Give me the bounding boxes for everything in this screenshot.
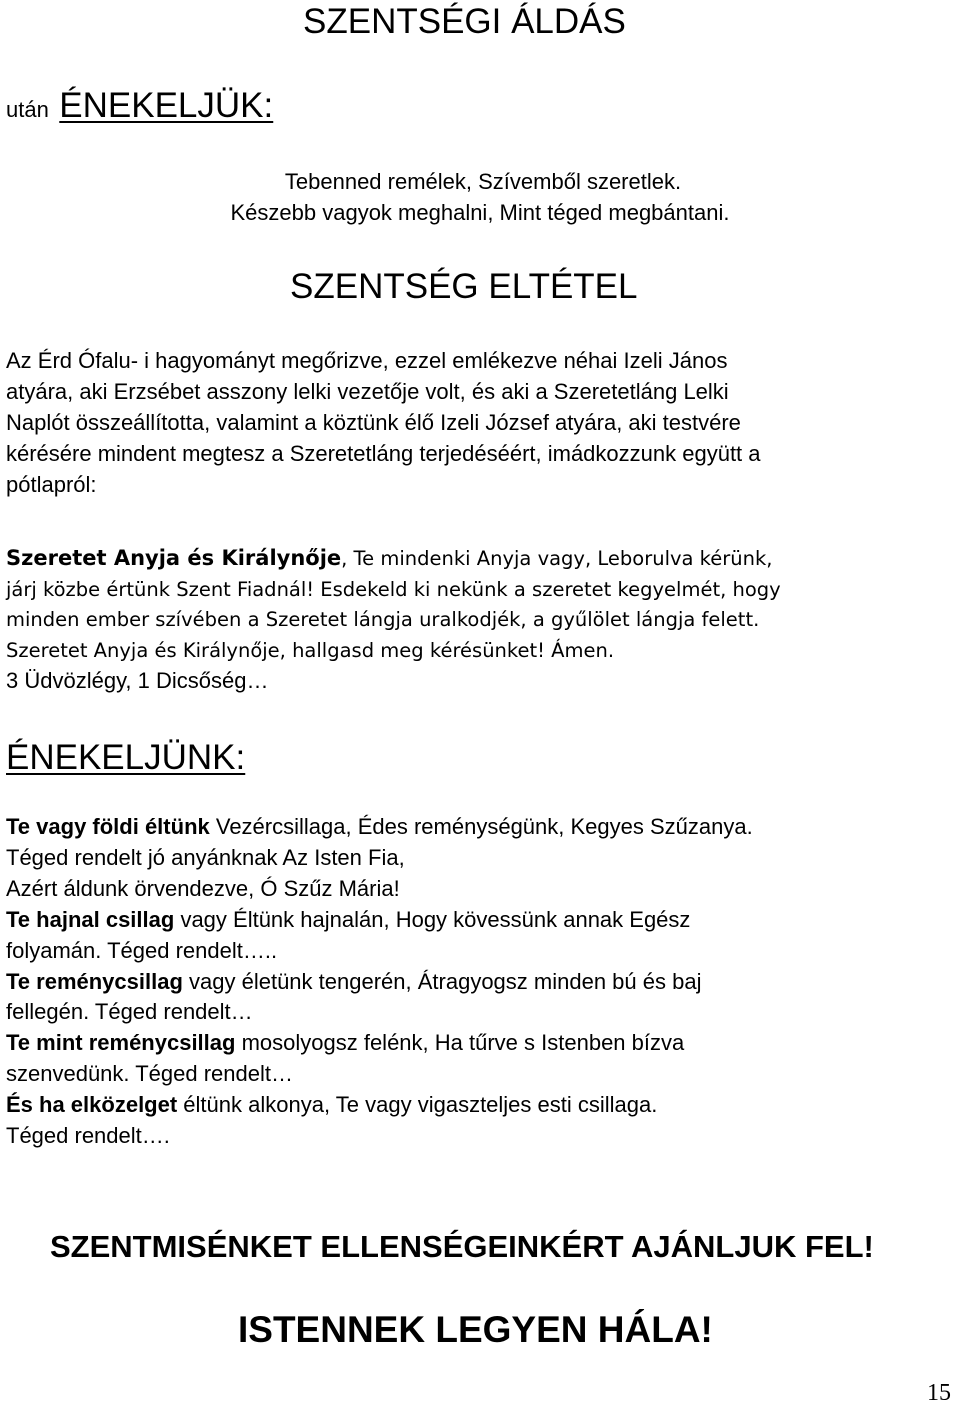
song-bold: Te reménycsillag bbox=[6, 968, 183, 994]
song-line bbox=[6, 843, 753, 874]
paragraph-line: pótlapról: bbox=[6, 472, 97, 497]
song-text: Azért áldunk örvendezve, Ó Szűz Mária! bbox=[6, 875, 400, 901]
section-title-szentseg-eltetel: SZENTSÉG ELTÉTEL bbox=[290, 267, 638, 306]
song-line bbox=[6, 1059, 753, 1090]
song-line: Készebb vagyok meghalni, Mint téged megbántani. bbox=[230, 200, 730, 225]
page-number: 15 bbox=[927, 1380, 951, 1406]
song-line: Tebenned remélek, Szívemből szeretlek. bbox=[284, 169, 682, 194]
song-text: éltünk alkonya, Te vagy vigaszteljes esti csillaga. bbox=[177, 1092, 658, 1118]
prayer-line: minden ember szívében a Szeretet lángja uralkodjék, a gyűlölet lángja felett. bbox=[6, 608, 760, 631]
prayer-line bbox=[6, 543, 781, 575]
song-bold: Te mint reménycsillag bbox=[6, 1030, 236, 1056]
prayer-text: , Te mindenki Anyja vagy, Leborulva kérünk, bbox=[341, 547, 773, 570]
song-text: mosolyogsz felénk, Ha tűrve s Istenben bízva bbox=[235, 1030, 685, 1056]
song-text: fellegén. Téged rendelt… bbox=[6, 999, 253, 1025]
song-line bbox=[6, 905, 753, 936]
song-text: folyamán. Téged rendelt….. bbox=[6, 937, 278, 963]
song-verse-1 bbox=[0, 166, 960, 228]
paragraph-line: kérésére mindent megtesz a Szeretetláng terjedéséért, imádkozzunk együtt a bbox=[6, 441, 761, 466]
paragraph-line: Naplót összeállította, valamint a köztünk élő Izeli József atyára, aki testvére bbox=[6, 410, 741, 435]
song-bold: És ha elközelget bbox=[6, 1092, 178, 1118]
prayer-block bbox=[6, 543, 781, 697]
song-bold: Te vagy földi éltünk bbox=[6, 814, 210, 839]
prayer-bold-start: Szeretet Anyja és Királynője bbox=[6, 546, 342, 570]
song-text: szenvedünk. Téged rendelt… bbox=[6, 1061, 293, 1087]
song-text: vagy Éltünk hajnalán, Hogy kövessünk annak Egész bbox=[174, 906, 691, 932]
song-bold: Te hajnal csillag bbox=[6, 906, 175, 932]
song-verse-2 bbox=[6, 812, 753, 1152]
song-text: Vezércsillaga, Édes reménységünk, Kegyes Szűzanya. bbox=[209, 814, 753, 839]
heading-enekeljunk: ÉNEKELJÜNK: bbox=[6, 738, 246, 777]
song-line bbox=[6, 997, 753, 1028]
song-line bbox=[6, 874, 753, 905]
prayer-line: járj közbe értünk Szent Fiadnál! Esdekeld ki nekünk a szeretet kegyelmét, hogy bbox=[6, 577, 781, 601]
song-line bbox=[6, 967, 753, 998]
intro-heading: ÉNEKELJÜK: bbox=[59, 86, 274, 125]
paragraph-line: Az Érd Ófalu- i hagyományt megőrizve, ezzel emlékezve néhai Izeli János bbox=[6, 348, 728, 373]
song-text: vagy életünk tengerén, Átragyogsz minden bú és baj bbox=[182, 968, 702, 994]
prayer-line: 3 Üdvözlégy, 1 Dicsőség… bbox=[6, 668, 269, 693]
section-title-szentsegi-aldas: SZENTSÉGI ÁLDÁS bbox=[303, 2, 626, 41]
song-line bbox=[6, 1028, 753, 1059]
prayer-line: Szeretet Anyja és Királynője, hallgasd meg kérésünket! Ámen. bbox=[6, 638, 615, 662]
song-line bbox=[6, 1090, 753, 1121]
song-line bbox=[6, 812, 753, 843]
song-line bbox=[6, 936, 753, 967]
song-line bbox=[6, 1121, 753, 1152]
song-text: Téged rendelt jó anyánknak Az Isten Fia, bbox=[6, 844, 405, 870]
intro-prefix: után bbox=[6, 97, 49, 122]
intro-paragraph bbox=[6, 345, 761, 500]
paragraph-line: atyára, aki Erzsébet asszony lelki vezetője volt, és aki a Szeretetláng Lelki bbox=[6, 379, 729, 404]
song-text: Téged rendelt…. bbox=[6, 1123, 170, 1149]
intro-line bbox=[6, 86, 273, 126]
closing-line-1: SZENTMISÉNKET ELLENSÉGEINKÉRT AJÁNLJUK FEL! bbox=[50, 1229, 874, 1264]
closing-line-2: ISTENNEK LEGYEN HÁLA! bbox=[238, 1309, 713, 1350]
